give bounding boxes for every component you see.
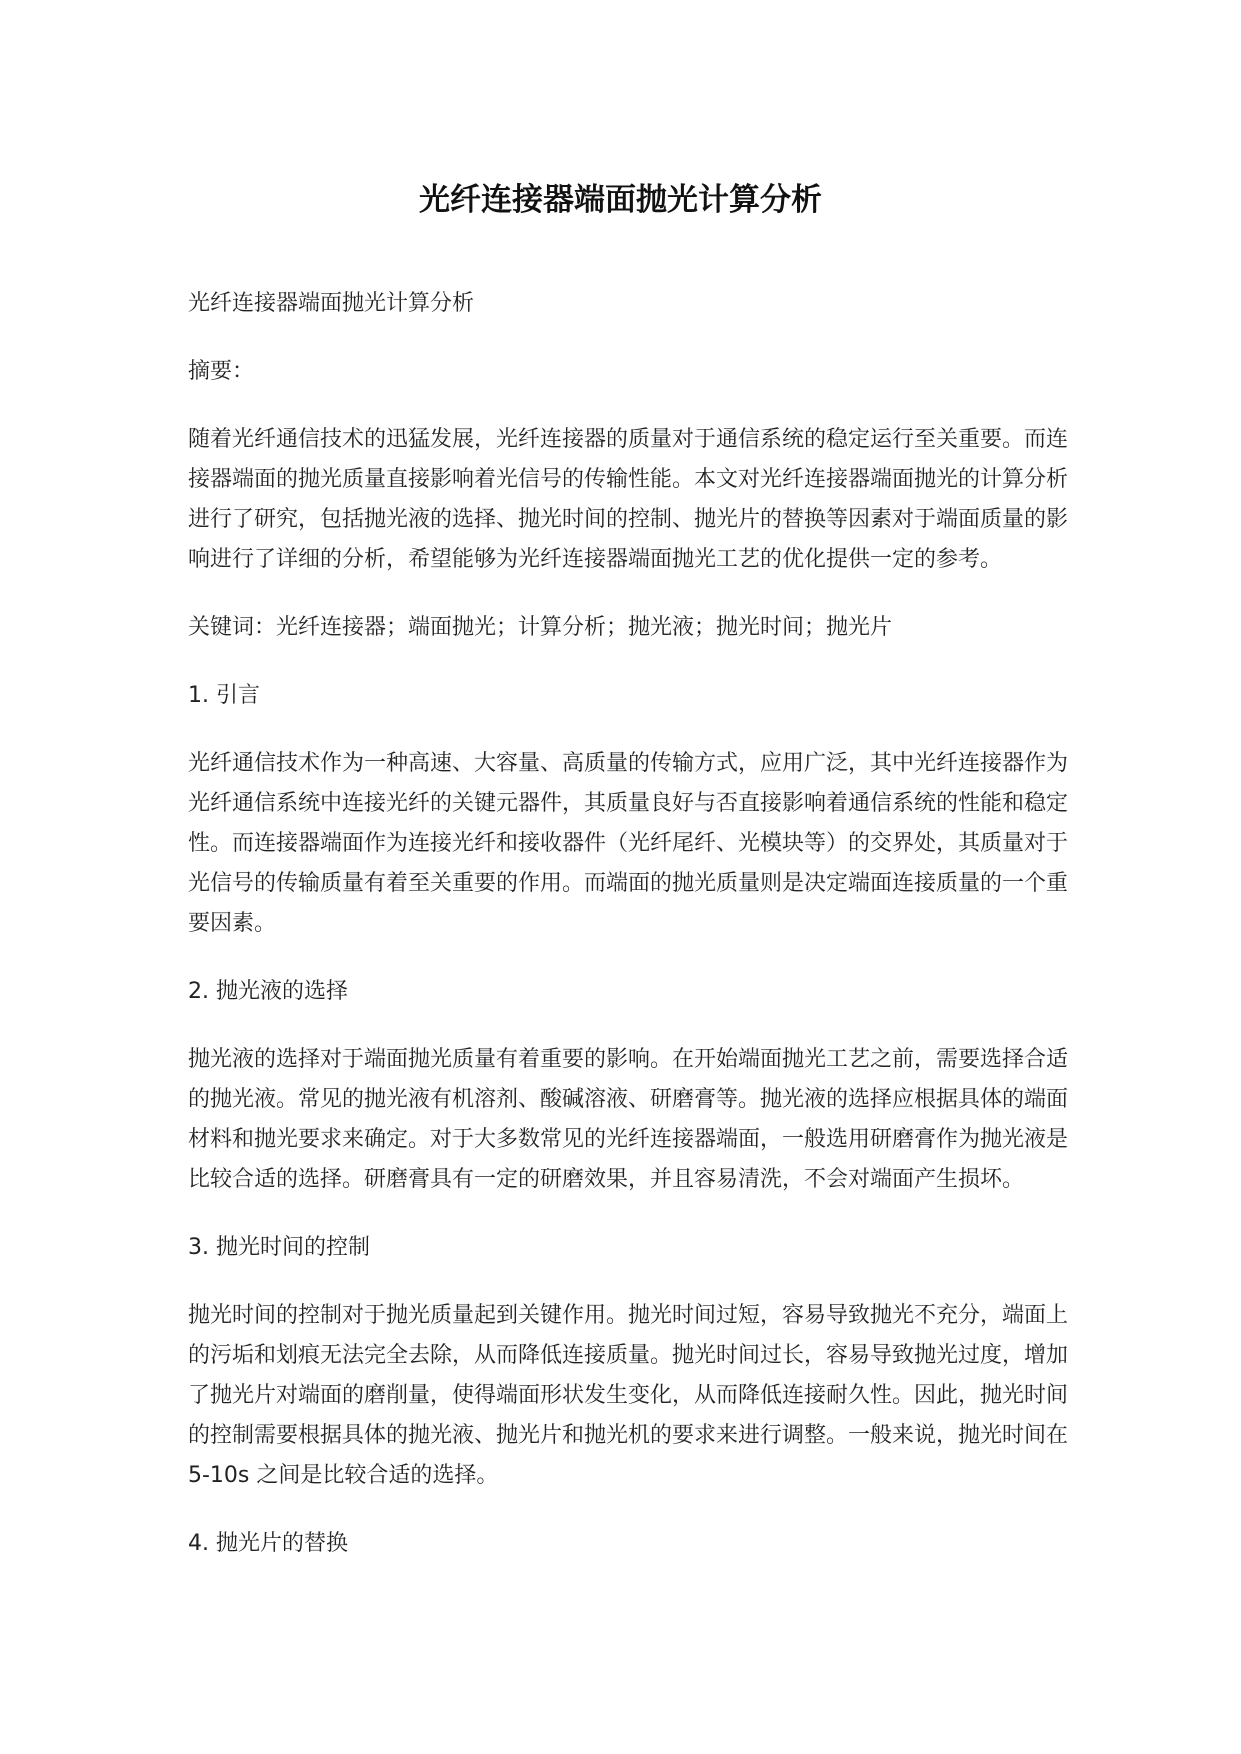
section-heading-introduction: 1. 引言: [188, 683, 260, 708]
keywords: 关键词：光纤连接器；端面抛光；计算分析；抛光液；抛光时间；抛光片: [188, 615, 893, 640]
abstract-label: 摘要：: [188, 359, 255, 384]
section-heading-polishing-pad: 4. 抛光片的替换: [188, 1531, 348, 1556]
section-body-polishing-time: 抛光时间的控制对于抛光质量起到关键作用。抛光时间过短，容易导致抛光不充分，端面上的污垢和划痕无法完全去除，从而降低连接质量。抛光时间过长，容易导致抛光过度，增加了抛光片对端面的磨削量，使得端面形状发生变化，从而降低连接耐久性。因此，抛光时间的控制需要根据具体的抛光液、抛光片和抛光机的要求来进行调整。一般来说，抛光时间在 5-10s 之间是比较合适的选择。: [188, 1303, 1069, 1488]
document-subtitle: 光纤连接器端面抛光计算分析: [188, 291, 475, 316]
section-heading-polishing-fluid: 2. 抛光液的选择: [188, 979, 348, 1004]
document-title: 光纤连接器端面抛光计算分析: [419, 182, 822, 218]
section-body-introduction: 光纤通信技术作为一种高速、大容量、高质量的传输方式，应用广泛，其中光纤连接器作为光纤通信系统中连接光纤的关键元器件，其质量良好与否直接影响着通信系统的性能和稳定性。而连接器端面作为连接光纤和接收器件（光纤尾纤、光模块等）的交界处，其质量对于光信号的传输质量有着至关重要的作用。而端面的抛光质量则是决定端面连接质量的一个重要因素。: [188, 751, 1069, 936]
abstract-text: 随着光纤通信技术的迅猛发展，光纤连接器的质量对于通信系统的稳定运行至关重要。而连接器端面的抛光质量直接影响着光信号的传输性能。本文对光纤连接器端面抛光的计算分析进行了研究，包括抛光液的选择、抛光时间的控制、抛光片的替换等因素对于端面质量的影响进行了详细的分析，希望能够为光纤连接器端面抛光工艺的优化提供一定的参考。: [188, 427, 1069, 572]
section-body-polishing-fluid: 抛光液的选择对于端面抛光质量有着重要的影响。在开始端面抛光工艺之前，需要选择合适的抛光液。常见的抛光液有机溶剂、酸碱溶液、研磨膏等。抛光液的选择应根据具体的端面材料和抛光要求来确定。对于大多数常见的光纤连接器端面，一般选用研磨膏作为抛光液是比较合适的选择。研磨膏具有一定的研磨效果，并且容易清洗，不会对端面产生损坏。: [188, 1047, 1069, 1192]
section-heading-polishing-time: 3. 抛光时间的控制: [188, 1235, 370, 1260]
document-body: [188, 284, 1068, 1592]
